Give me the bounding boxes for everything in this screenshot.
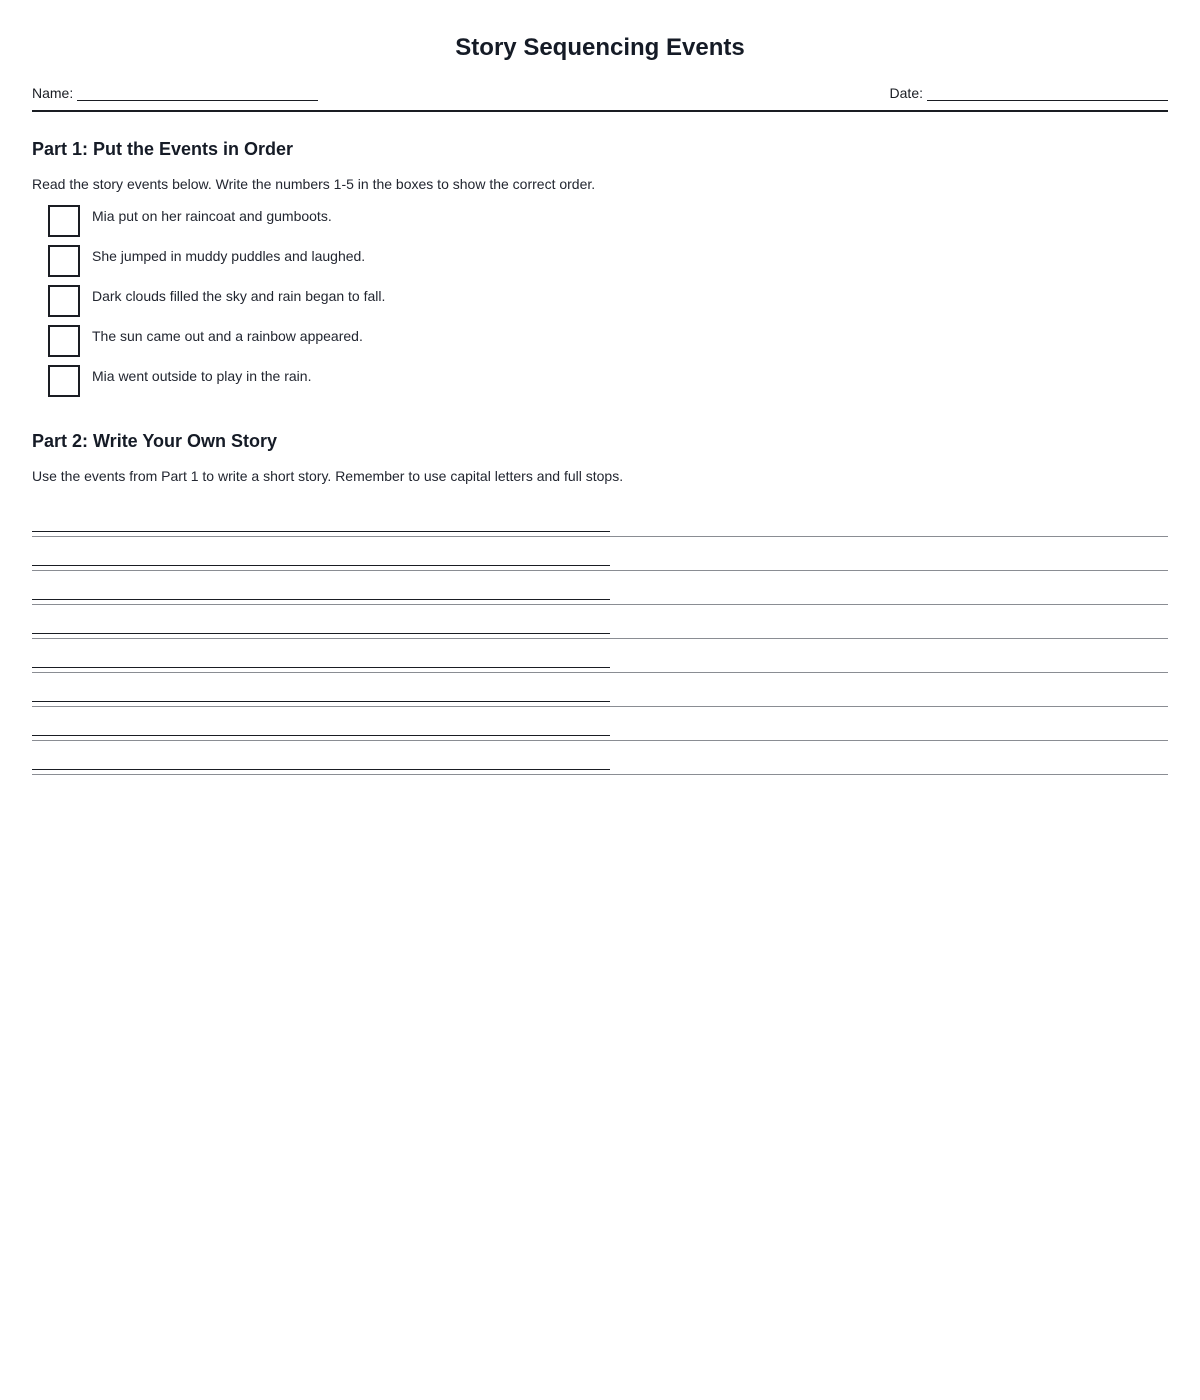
- writing-rule: [32, 701, 610, 702]
- event-text: Mia went outside to play in the rain.: [92, 368, 312, 384]
- part1-instructions: Read the story events below. Write the numbers 1-5 in the boxes to show the correct order.: [32, 176, 596, 192]
- event-text: Mia put on her raincoat and gumboots.: [92, 208, 332, 224]
- writing-rule: [32, 735, 610, 736]
- writing-line[interactable]: [32, 673, 1168, 707]
- date-label: Date:: [889, 85, 923, 101]
- name-input-line[interactable]: [77, 80, 318, 101]
- writing-line[interactable]: [32, 605, 1168, 639]
- writing-rule: [32, 565, 610, 566]
- writing-rule: [32, 531, 610, 532]
- writing-line[interactable]: [32, 537, 1168, 571]
- event-item: [48, 203, 1168, 243]
- writing-rule: [32, 667, 610, 668]
- writing-rule: [32, 769, 610, 770]
- event-text: The sun came out and a rainbow appeared.: [92, 328, 363, 344]
- event-item: [48, 283, 1168, 323]
- part2-heading: Part 2: Write Your Own Story: [32, 431, 278, 451]
- writing-line[interactable]: [32, 503, 1168, 537]
- writing-line[interactable]: [32, 707, 1168, 741]
- order-number-box[interactable]: [48, 205, 80, 237]
- writing-rule: [32, 633, 610, 634]
- writing-line[interactable]: [32, 741, 1168, 775]
- worksheet-title: Story Sequencing Events: [455, 34, 745, 61]
- date-input-line[interactable]: [927, 80, 1168, 101]
- writing-line[interactable]: [32, 639, 1168, 673]
- worksheet: [32, 0, 1168, 775]
- event-item: [48, 323, 1168, 363]
- student-info-row: [32, 80, 1168, 112]
- order-number-box[interactable]: [48, 285, 80, 317]
- event-text: Dark clouds filled the sky and rain began to fall.: [92, 288, 386, 304]
- part1-heading: Part 1: Put the Events in Order: [32, 139, 294, 159]
- part2-instructions: Use the events from Part 1 to write a short story. Remember to use capital letters and full stops.: [32, 468, 624, 484]
- event-item: [48, 363, 1168, 403]
- order-number-box[interactable]: [48, 245, 80, 277]
- order-number-box[interactable]: [48, 325, 80, 357]
- event-list: [48, 203, 1168, 403]
- order-number-box[interactable]: [48, 365, 80, 397]
- event-text: She jumped in muddy puddles and laughed.: [92, 248, 366, 264]
- writing-line[interactable]: [32, 571, 1168, 605]
- name-label: Name:: [32, 85, 74, 101]
- event-item: [48, 243, 1168, 283]
- date-field: [890, 80, 1168, 106]
- writing-rule: [32, 599, 610, 600]
- name-field: [32, 80, 318, 106]
- story-writing-area: [32, 503, 1168, 775]
